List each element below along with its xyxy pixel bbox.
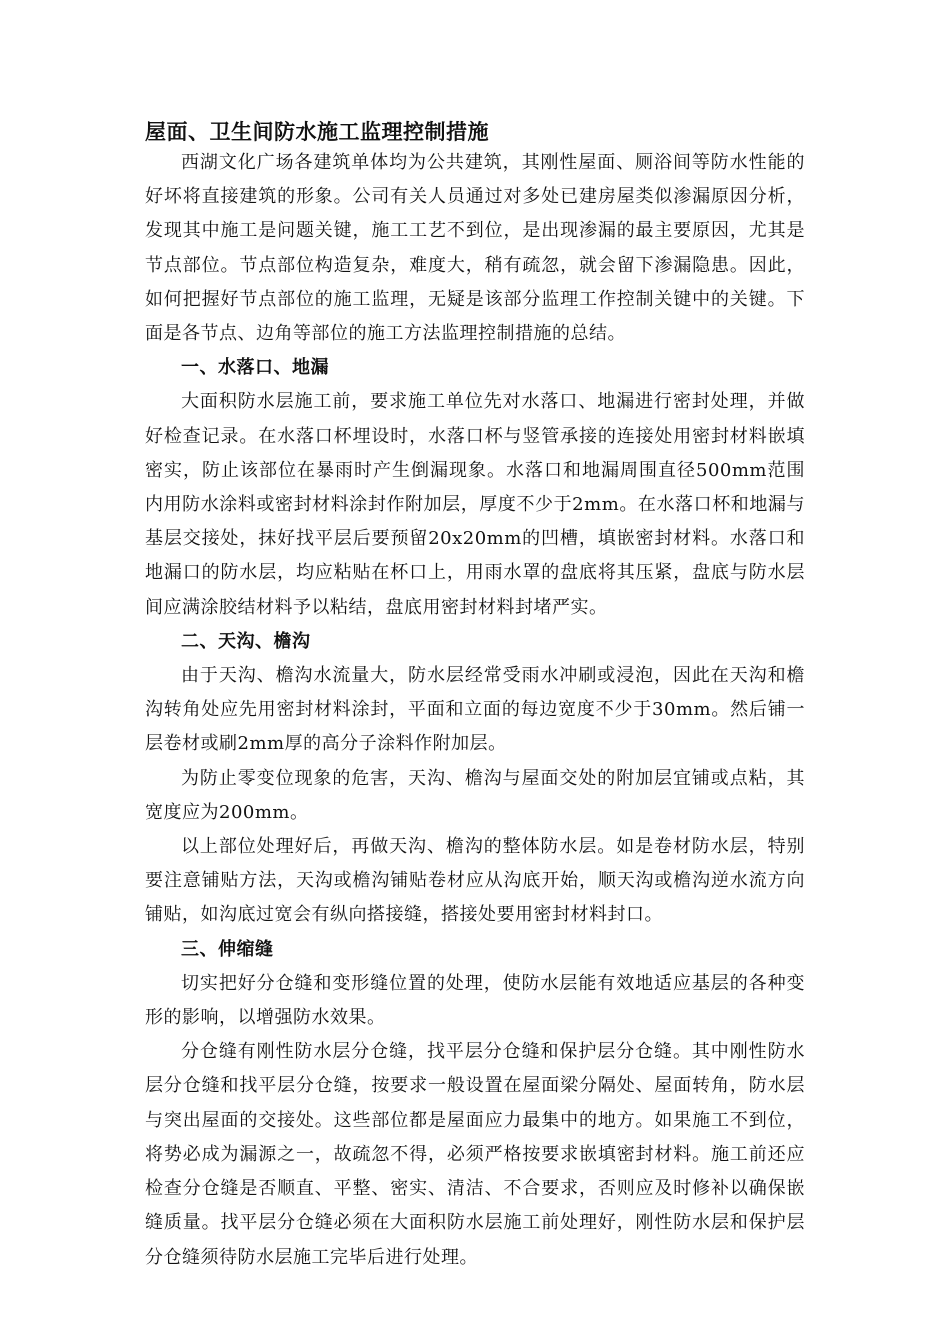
section-paragraph: 分仓缝有刚性防水层分仓缝，找平层分仓缝和保护层分仓缝。其中刚性防水层分仓缝和找平层分仓缝，按要求一般设置在屋面梁分隔处、屋面转角，防水层与突出屋面的交接处。这些部位都是屋面应力最集中的地方。如果施工不到位，将势必成为漏源之一，故疏忽不得，必须严格按要求嵌填密封材料。施工前还应检查分仓缝是否顺直、平整、密实、清洁、不合要求，否则应及时修补以确保嵌缝质量。找平层分仓缝必须在大面积防水层施工前处理好，刚性防水层和保护层分仓缝须待防水层施工完毕后进行处理。 — [145, 1041, 805, 1268]
document-title: 屋面、卫生间防水施工监理控制措施 — [145, 120, 489, 144]
section-paragraph: 切实把好分仓缝和变形缝位置的处理，使防水层能有效地适应基层的各种变形的影响，以增强防水效果。 — [145, 972, 805, 1029]
section-heading: 一、水落口、地漏 — [181, 357, 329, 379]
section-drain-outlets — [145, 351, 805, 625]
document-body — [145, 118, 805, 1275]
section-expansion-joints — [145, 933, 805, 1275]
section-gutters — [145, 625, 805, 933]
section-paragraph: 以上部位处理好后，再做天沟、檐沟的整体防水层。如是卷材防水层，特别要注意铺贴方法，天沟或檐沟铺贴卷材应从沟底开始，顺天沟或檐沟逆水流方向铺贴，如沟底过宽会有纵向搭接缝，搭接处要用密封材料封口。 — [145, 836, 805, 926]
section-paragraph: 为防止零变位现象的危害，天沟、檐沟与屋面交处的附加层宜铺或点粘，其宽度应为200mm。 — [145, 767, 805, 823]
section-heading: 三、伸缩缝 — [181, 938, 274, 960]
section-paragraph: 由于天沟、檐沟水流量大，防水层经常受雨水冲刷或浸泡，因此在天沟和檐沟转角处应先用密封材料涂封，平面和立面的每边宽度不少于30mm。然后铺一层卷材或刷2mm厚的高分子涂料作附加层。 — [145, 665, 805, 755]
intro-paragraph: 西湖文化广场各建筑单体均为公共建筑，其刚性屋面、厕浴间等防水性能的好坏将直接建筑的形象。公司有关人员通过对多处已建房屋类似渗漏原因分析，发现其中施工是问题关键，施工工艺不到位，是出现渗漏的最主要原因，尤其是节点部位。节点部位构造复杂，难度大，稍有疏忽，就会留下渗漏隐患。因此，如何把握好节点部位的施工监理，无疑是该部分监理工作控制关键中的关键。下面是各节点、边角等部位的施工方法监理控制措施的总结。 — [145, 152, 805, 345]
section-heading: 二、天沟、檐沟 — [181, 630, 311, 652]
section-paragraph: 大面积防水层施工前，要求施工单位先对水落口、地漏进行密封处理，并做好检查记录。在水落口杯埋设时，水落口杯与竖管承接的连接处用密封材料嵌填密实，防止该部位在暴雨时产生倒漏现象。水落口和地漏周围直径500mm范围内用防水涂料或密封材料涂封作附加层，厚度不少于2mm。在水落口杯和地漏与基层交接处，抹好找平层后要预留20x20mm的凹槽，填嵌密封材料。水落口和地漏口的防水层，均应粘贴在杯口上，用雨水罩的盘底将其压紧，盘底与防水层间应满涂胶结材料予以粘结，盘底用密封材料封堵严实。 — [145, 391, 805, 618]
